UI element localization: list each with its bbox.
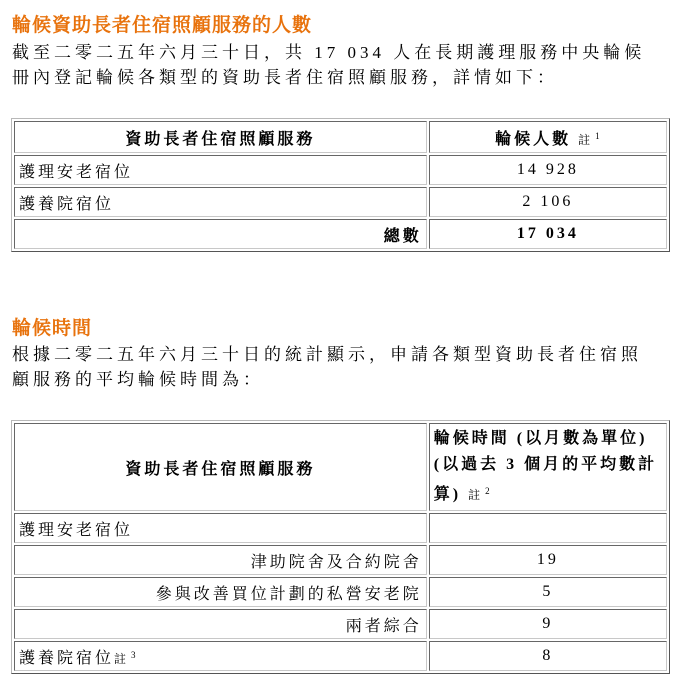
- header-count-label: 輪候人數: [495, 130, 572, 148]
- header-waiting-time: [429, 423, 667, 511]
- table-row: [14, 187, 667, 217]
- header-service: 資助長者住宿照顧服務: [14, 423, 427, 511]
- row-value-care-home: 14 928: [429, 155, 667, 185]
- intro-paragraph-numbers: 截至二零二五年六月三十日，共 17 034 人在長期護理服務中央輪候冊內登記輪候各類型的資助長者住宿照顧服務，詳情如下：: [12, 43, 646, 87]
- row-value-nursing-home: 8: [429, 641, 667, 671]
- table-row: [14, 641, 667, 671]
- footnote-2: 註 $^2$: [468, 486, 491, 502]
- table-header-row: [14, 121, 667, 153]
- section-title-waiting-time: 輪候時間: [12, 317, 93, 339]
- sub-row-value-private: 5: [429, 577, 667, 607]
- table-row: [14, 545, 667, 575]
- table-header-row: [14, 423, 667, 511]
- sub-row-label-subvented: 津助院舍及合約院舍: [14, 545, 427, 575]
- table-group-row: [14, 513, 667, 543]
- group-label-care-home: 護理安老宿位: [14, 513, 427, 543]
- footnote-3: 註 $^3$: [114, 649, 137, 666]
- row-value-nursing-home: 2 106: [429, 187, 667, 217]
- table-row: [14, 577, 667, 607]
- table-row: [14, 155, 667, 185]
- footnote-1: 註 $^1$: [578, 130, 601, 147]
- header-waiting-time-label: 輪候時間 (以月數為單位)(以過去 3 個月的平均數計算): [433, 430, 658, 503]
- intro-paragraph-time: 根據二零二五年六月三十日的統計顯示，申請各類型資助長者住宿照顧服務的平均輪候時間為：: [12, 345, 642, 389]
- row-label-nursing-home: 護養院宿位註 $^3$: [14, 641, 427, 671]
- group-value-empty: [429, 513, 667, 543]
- section-title-waiting-numbers: 輪候資助長者住宿照顧服務的人數: [12, 14, 313, 36]
- header-service: 資助長者住宿照顧服務: [14, 121, 427, 153]
- waiting-time-table: [11, 420, 670, 674]
- table-total-row: [14, 219, 667, 249]
- sub-row-label-combined: 兩者綜合: [14, 609, 427, 639]
- row-label-care-home: 護理安老宿位: [14, 155, 427, 185]
- header-count: [429, 121, 667, 153]
- waiting-numbers-table: [11, 118, 670, 252]
- sub-row-label-private: 參與改善買位計劃的私營安老院: [14, 577, 427, 607]
- sub-row-value-combined: 9: [429, 609, 667, 639]
- table-row: [14, 609, 667, 639]
- total-value: 17 034: [429, 219, 667, 249]
- row-label-nursing-home: 護養院宿位: [14, 187, 427, 217]
- sub-row-value-subvented: 19: [429, 545, 667, 575]
- total-label: 總數: [14, 219, 427, 249]
